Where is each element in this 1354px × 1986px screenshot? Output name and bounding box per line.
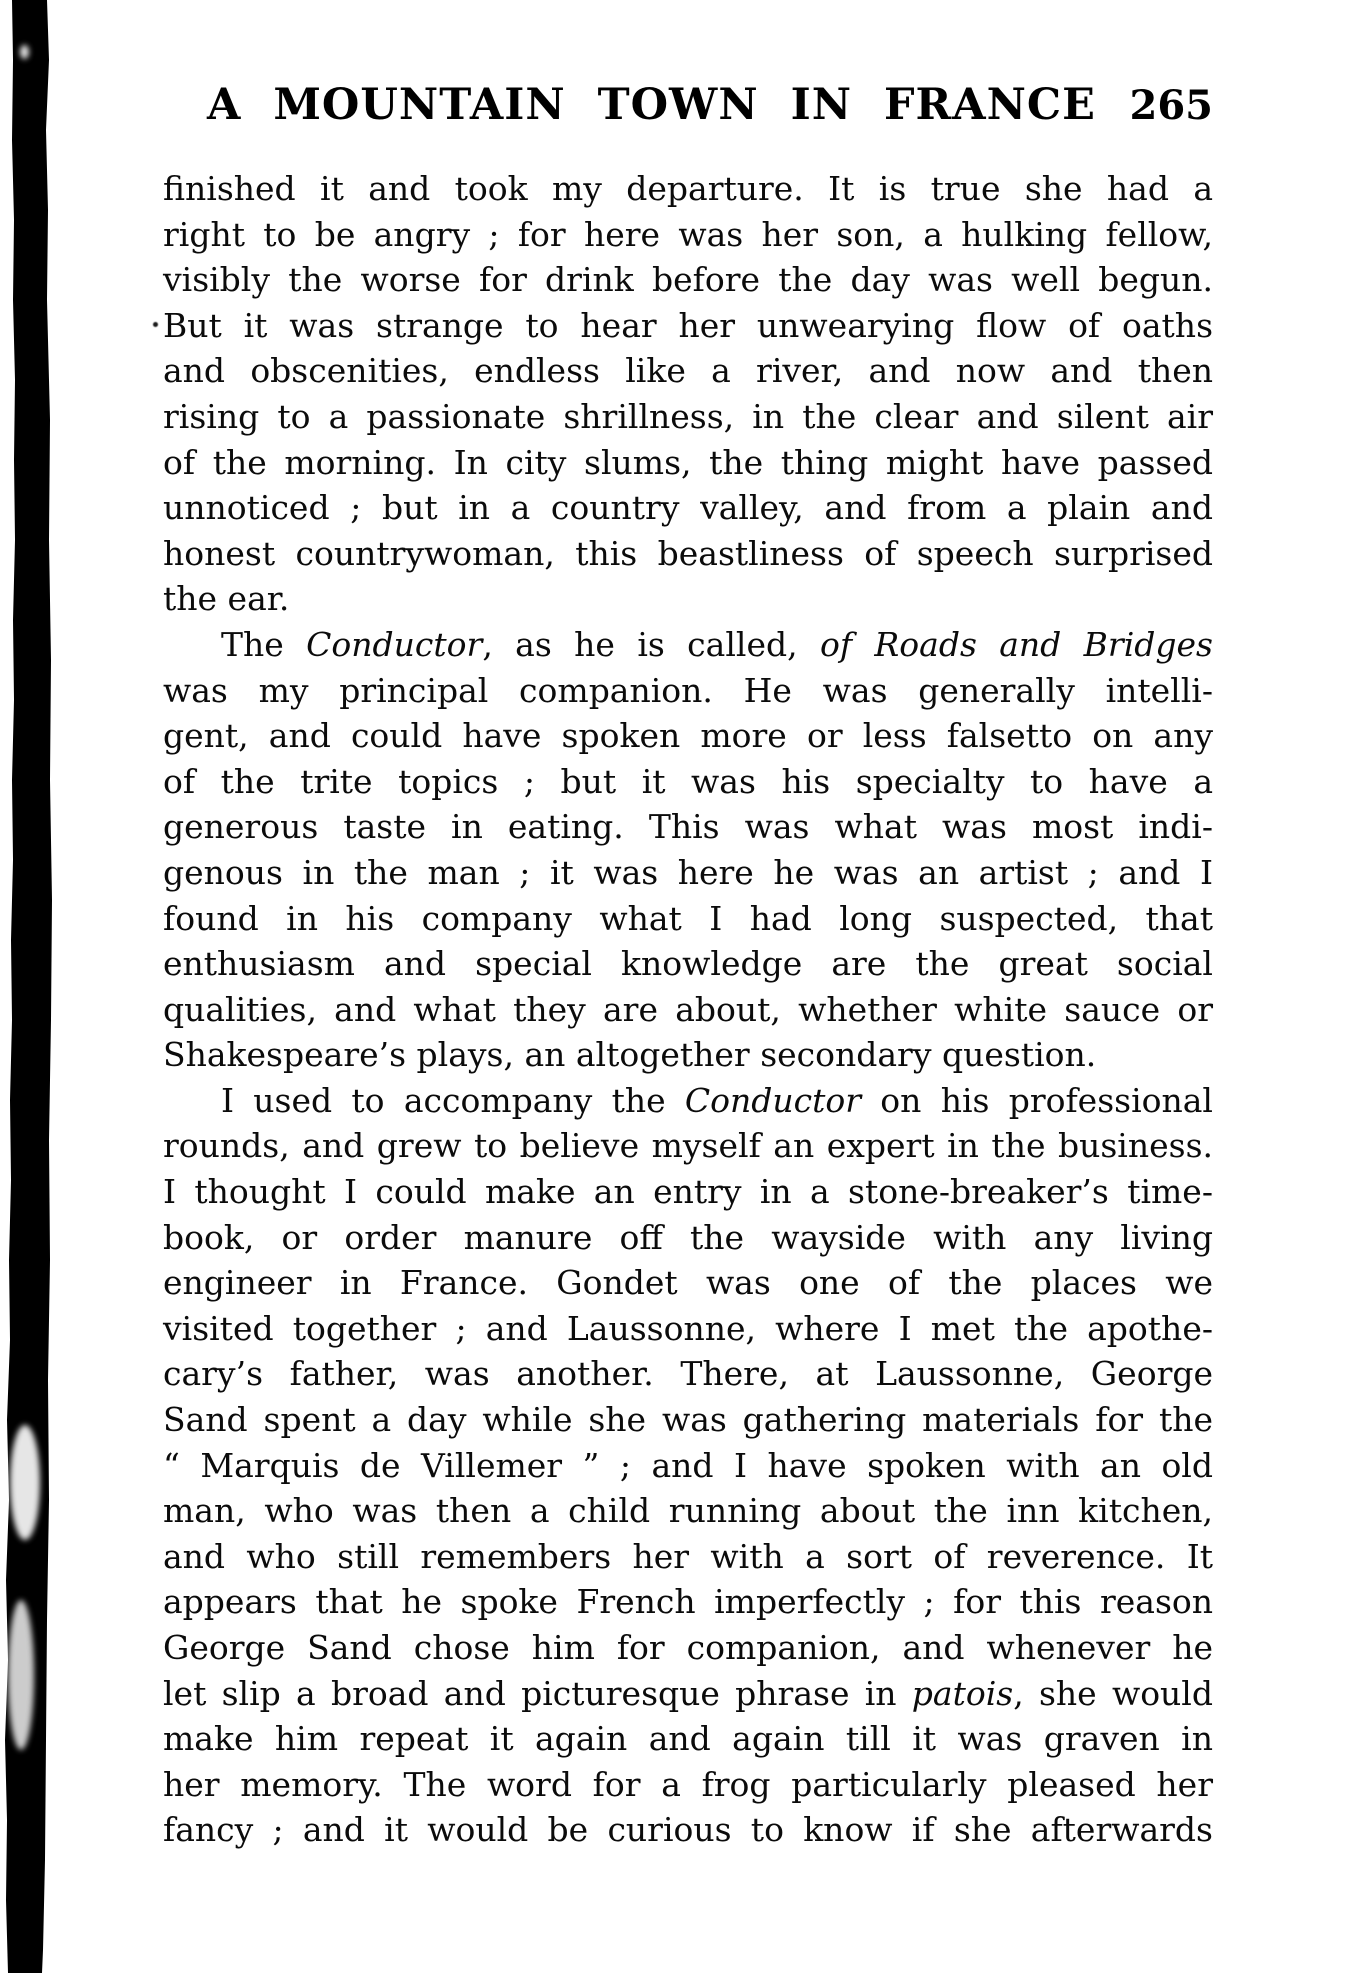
- text-line: [163, 1807, 1213, 1853]
- text-segment: was my principal companion. He was generally intelli-: [163, 670, 1213, 710]
- text-segment: rising to a passionate shrillness, in the clear and silent air: [163, 396, 1213, 436]
- text-segment: appears that he spoke French imperfectly ; for this reason: [163, 1582, 1213, 1622]
- text-segment: book, or order manure off the wayside with any living: [163, 1217, 1213, 1257]
- text-segment: make him repeat it again and again till it was graven in: [163, 1719, 1213, 1759]
- text-segment: “ Marquis de Villemer ” ; and I have spoken with an old: [163, 1445, 1213, 1485]
- text-line: [163, 257, 1213, 303]
- text-line: [163, 1534, 1213, 1580]
- scan-speckle: [8, 1600, 34, 1750]
- text-line: [163, 303, 1213, 349]
- text-segment: fancy ; and it would be curious to know if she afterwards: [163, 1810, 1213, 1850]
- text-line: [163, 212, 1213, 258]
- text-segment: , as he is called,: [482, 624, 820, 664]
- text-line: [163, 1397, 1213, 1443]
- text-segment: of the morning. In city slums, the thing might have passed: [163, 442, 1213, 482]
- text-segment: her memory. The word for a frog particularly pleased her: [163, 1764, 1213, 1804]
- text-line: [163, 440, 1213, 486]
- text-line: [163, 941, 1213, 987]
- text-segment: found in his company what I had long suspected, that: [163, 898, 1213, 938]
- text-segment: rounds, and grew to believe myself an expert in the business.: [163, 1126, 1213, 1166]
- italic-text-segment: Conductor: [684, 1080, 862, 1120]
- text-segment: I thought I could make an entry in a stone-breaker’s time-: [163, 1172, 1213, 1212]
- text-line: [163, 1123, 1213, 1169]
- text-line: [163, 759, 1213, 805]
- text-segment: generous taste in eating. This was what was most indi-: [163, 807, 1213, 847]
- text-segment: , she would: [1013, 1673, 1213, 1713]
- text-line: [163, 850, 1213, 896]
- text-line: [163, 1625, 1213, 1671]
- text-line: [163, 1716, 1213, 1762]
- text-block: [163, 166, 1213, 1853]
- text-segment: visibly the worse for drink before the day was well begun.: [163, 260, 1213, 300]
- text-line: [163, 1351, 1213, 1397]
- text-segment: genous in the man ; it was here he was an artist ; and I: [163, 852, 1213, 892]
- text-line: [163, 668, 1213, 714]
- italic-text-segment: of Roads and Bridges: [819, 624, 1213, 664]
- text-segment: on his professional: [861, 1080, 1213, 1120]
- text-line: [163, 622, 1213, 668]
- text-line: [163, 1260, 1213, 1306]
- text-segment: enthusiasm and special knowledge are the great social: [163, 944, 1213, 984]
- text-segment: of the trite topics ; but it was his specialty to have a: [163, 761, 1213, 801]
- text-segment: gent, and could have spoken more or less falsetto on any: [163, 716, 1213, 756]
- text-line: [163, 1032, 1213, 1078]
- italic-text-segment: patois: [911, 1673, 1014, 1713]
- text-segment: cary’s father, was another. There, at Laussonne, George: [163, 1354, 1213, 1394]
- text-line: [163, 576, 1213, 622]
- text-line: [163, 1215, 1213, 1261]
- text-segment: right to be angry ; for here was her son, a hulking fellow,: [163, 214, 1213, 254]
- text-segment: But it was strange to hear her unwearying flow of oaths: [163, 305, 1213, 345]
- page-header-title: A MOUNTAIN TOWN IN FRANCE: [207, 80, 1096, 130]
- text-line: [163, 394, 1213, 440]
- text-line: [163, 485, 1213, 531]
- text-segment: man, who was then a child running about the inn kitchen,: [163, 1491, 1213, 1531]
- text-segment: and who still remembers her with a sort of reverence. It: [163, 1536, 1213, 1576]
- ink-fleck: [153, 322, 158, 327]
- text-line: [163, 348, 1213, 394]
- text-line: [163, 1671, 1213, 1717]
- text-segment: visited together ; and Laussonne, where I met the apothe-: [163, 1308, 1213, 1348]
- text-segment: George Sand chose him for companion, and whenever he: [163, 1628, 1213, 1667]
- text-segment: let slip a broad and picturesque phrase in: [163, 1673, 912, 1713]
- text-line: [163, 1579, 1213, 1625]
- text-line: [163, 1762, 1213, 1808]
- text-segment: honest countrywoman, this beastliness of speech surprised: [163, 533, 1213, 573]
- text-segment: Sand spent a day while she was gathering materials for the: [163, 1400, 1213, 1440]
- text-line: [163, 987, 1213, 1033]
- text-line: [163, 1443, 1213, 1489]
- text-line: [163, 166, 1213, 212]
- text-line: [163, 531, 1213, 577]
- text-line: [163, 896, 1213, 942]
- text-segment: and obscenities, endless like a river, and now and then: [163, 351, 1213, 391]
- running-head: [163, 80, 1213, 132]
- text-segment: The: [221, 624, 307, 664]
- text-line: [163, 1488, 1213, 1534]
- text-segment: engineer in France. Gondet was one of the places we: [163, 1263, 1213, 1303]
- text-line: [163, 1169, 1213, 1215]
- scan-speckle: [10, 1425, 40, 1540]
- text-line: [163, 804, 1213, 850]
- text-segment: qualities, and what they are about, whether white sauce or: [163, 989, 1213, 1029]
- text-line: [163, 1306, 1213, 1352]
- text-segment: unnoticed ; but in a country valley, and from a plain and: [163, 488, 1213, 528]
- text-segment: the ear.: [163, 579, 290, 619]
- text-segment: finished it and took my departure. It is true she had a: [163, 169, 1213, 208]
- italic-text-segment: Conductor: [306, 624, 483, 664]
- page-number: 265: [1129, 82, 1213, 129]
- text-line: [163, 713, 1213, 759]
- text-segment: I used to accompany the: [221, 1080, 685, 1120]
- text-segment: Shakespeare’s plays, an altogether secondary question.: [163, 1035, 1097, 1075]
- scan-speckle: [20, 45, 29, 59]
- text-line: [163, 1078, 1213, 1124]
